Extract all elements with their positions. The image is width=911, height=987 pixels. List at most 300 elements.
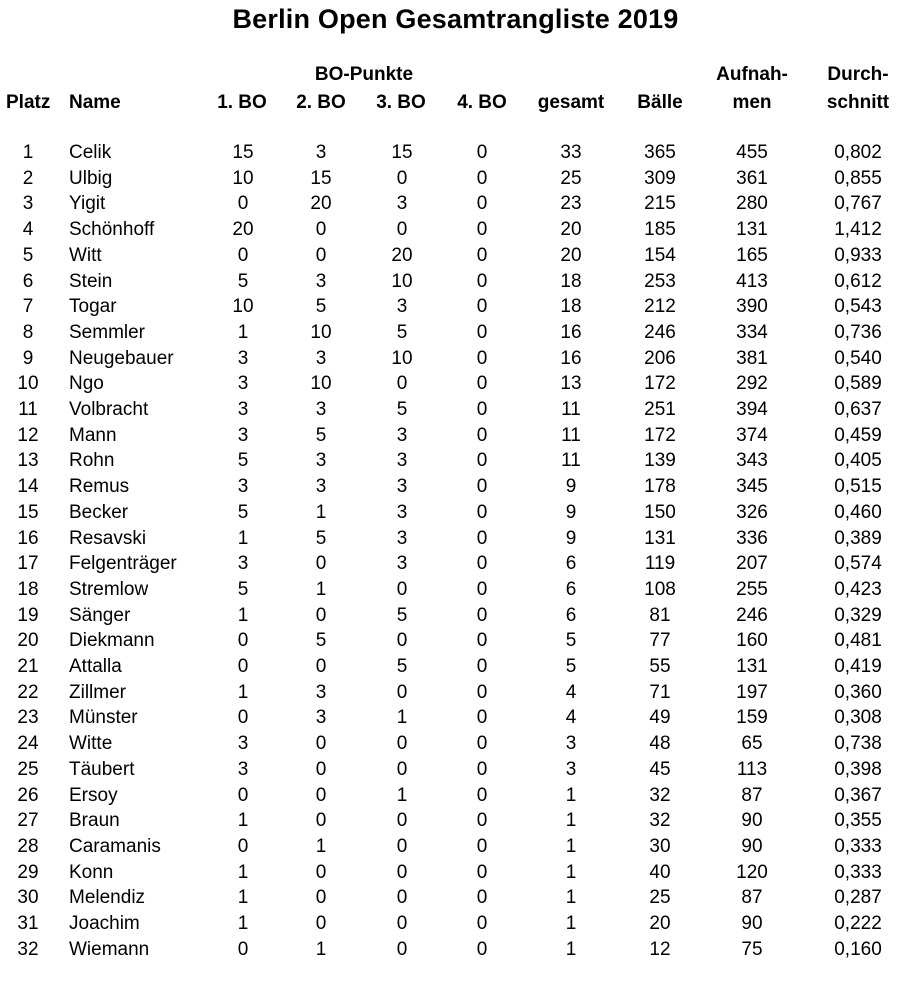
cell-platz: 11 xyxy=(18,399,38,420)
cell-bo4: 0 xyxy=(476,296,488,318)
cell-bo3: 0 xyxy=(396,681,408,703)
cell-gesamt: 33 xyxy=(560,142,582,163)
cell-gesamt: 11 xyxy=(561,450,581,472)
cell-bo2: 3 xyxy=(315,450,327,472)
cell-baelle: 25 xyxy=(649,887,671,909)
cell-bo2: 5 xyxy=(315,296,327,318)
cell-platz: 19 xyxy=(17,604,39,626)
cell-bo1: 3 xyxy=(237,399,249,420)
cell-baelle: 172 xyxy=(644,424,676,446)
cell-bo2: 5 xyxy=(315,424,327,446)
cell-aufnahmen: 345 xyxy=(736,476,768,498)
cell-durchschnitt: 0,389 xyxy=(834,527,882,549)
cell-baelle: 178 xyxy=(644,476,676,498)
cell-bo1: 0 xyxy=(237,630,249,652)
cell-platz: 32 xyxy=(17,938,39,960)
cell-aufnahmen: 159 xyxy=(736,707,768,729)
cell-gesamt: 18 xyxy=(560,270,582,292)
cell-bo1: 3 xyxy=(237,476,249,498)
cell-bo1: 3 xyxy=(237,758,249,780)
cell-bo1: 1 xyxy=(237,887,249,909)
cell-gesamt: 16 xyxy=(560,347,582,369)
cell-aufnahmen: 336 xyxy=(736,527,768,549)
cell-bo2: 1 xyxy=(315,578,327,600)
cell-aufnahmen: 131 xyxy=(736,219,768,241)
cell-baelle: 40 xyxy=(649,861,671,883)
cell-bo4: 0 xyxy=(476,604,488,626)
cell-gesamt: 11 xyxy=(561,399,581,420)
cell-name: Becker xyxy=(69,501,129,523)
cell-bo1: 1 xyxy=(237,861,249,883)
cell-durchschnitt: 0,423 xyxy=(834,578,882,600)
cell-gesamt: 5 xyxy=(565,630,577,652)
cell-platz: 20 xyxy=(17,630,39,652)
cell-aufnahmen: 113 xyxy=(736,758,768,780)
cell-bo4: 0 xyxy=(476,142,488,163)
cell-bo2: 10 xyxy=(310,373,332,395)
header-platz: Platz xyxy=(6,92,51,113)
cell-gesamt: 5 xyxy=(565,656,577,677)
header-bo2: 2. BO xyxy=(296,92,346,113)
cell-aufnahmen: 90 xyxy=(741,913,763,934)
cell-bo3: 10 xyxy=(391,270,413,292)
cell-bo3: 0 xyxy=(396,810,408,832)
cell-bo3: 1 xyxy=(396,784,408,806)
cell-aufnahmen: 455 xyxy=(736,142,768,163)
cell-aufnahmen: 381 xyxy=(736,347,768,369)
cell-bo4: 0 xyxy=(476,527,488,549)
cell-bo2: 0 xyxy=(315,656,327,677)
cell-durchschnitt: 0,460 xyxy=(834,501,882,523)
cell-name: Wiemann xyxy=(69,938,150,960)
cell-bo4: 0 xyxy=(476,399,488,420)
cell-name: Togar xyxy=(69,296,117,318)
cell-bo2: 0 xyxy=(315,219,327,241)
cell-gesamt: 20 xyxy=(560,244,582,266)
cell-bo2: 1 xyxy=(315,501,327,523)
cell-durchschnitt: 0,459 xyxy=(834,424,882,446)
cell-bo4: 0 xyxy=(476,219,488,241)
cell-bo1: 1 xyxy=(237,527,249,549)
header-aufnahmen-line2: men xyxy=(732,92,772,113)
cell-durchschnitt: 0,287 xyxy=(834,887,882,909)
cell-gesamt: 1 xyxy=(565,861,577,883)
cell-bo1: 1 xyxy=(237,321,249,343)
cell-bo2: 0 xyxy=(315,913,327,934)
cell-platz: 21 xyxy=(17,656,39,677)
header-bo4: 4. BO xyxy=(457,92,507,113)
cell-bo1: 1 xyxy=(237,913,249,934)
cell-baelle: 108 xyxy=(644,578,676,600)
cell-bo3: 3 xyxy=(396,450,408,472)
cell-bo3: 0 xyxy=(396,758,408,780)
cell-bo4: 0 xyxy=(476,501,488,523)
header-group-bo-punkte: BO-Punkte xyxy=(314,64,414,85)
cell-aufnahmen: 75 xyxy=(741,938,763,960)
cell-bo3: 0 xyxy=(396,167,408,189)
cell-bo2: 0 xyxy=(315,604,327,626)
cell-gesamt: 13 xyxy=(560,373,582,395)
cell-gesamt: 16 xyxy=(560,321,582,343)
header-durchschnitt-line1: Durch- xyxy=(827,64,889,85)
cell-durchschnitt: 0,481 xyxy=(834,630,882,652)
cell-bo4: 0 xyxy=(476,270,488,292)
cell-durchschnitt: 0,515 xyxy=(834,476,882,498)
cell-aufnahmen: 413 xyxy=(736,270,768,292)
cell-bo3: 5 xyxy=(396,604,408,626)
cell-gesamt: 6 xyxy=(565,553,577,575)
cell-gesamt: 4 xyxy=(565,707,577,729)
cell-baelle: 309 xyxy=(644,167,676,189)
cell-bo3: 10 xyxy=(391,347,413,369)
cell-platz: 24 xyxy=(17,733,39,755)
cell-bo4: 0 xyxy=(476,630,488,652)
cell-name: Celik xyxy=(69,142,112,163)
cell-gesamt: 20 xyxy=(560,219,582,241)
cell-gesamt: 1 xyxy=(565,887,577,909)
cell-name: Ulbig xyxy=(69,167,113,189)
cell-gesamt: 1 xyxy=(565,938,577,960)
cell-gesamt: 1 xyxy=(565,810,577,832)
cell-baelle: 20 xyxy=(649,913,671,934)
header-baelle: Bälle xyxy=(637,92,683,113)
cell-name: Rohn xyxy=(69,450,115,472)
cell-durchschnitt: 0,360 xyxy=(834,681,882,703)
cell-baelle: 150 xyxy=(644,501,676,523)
cell-aufnahmen: 90 xyxy=(741,810,763,832)
cell-bo4: 0 xyxy=(476,733,488,755)
cell-durchschnitt: 1,412 xyxy=(834,219,882,241)
header-bo3: 3. BO xyxy=(376,92,426,113)
cell-platz: 4 xyxy=(22,219,34,241)
cell-bo1: 1 xyxy=(237,810,249,832)
cell-name: Diekmann xyxy=(69,630,155,652)
cell-bo2: 15 xyxy=(310,167,332,189)
cell-bo4: 0 xyxy=(476,347,488,369)
cell-platz: 8 xyxy=(22,321,34,343)
cell-name: Sänger xyxy=(69,604,131,626)
cell-bo1: 3 xyxy=(237,733,249,755)
cell-name: Caramanis xyxy=(69,835,161,857)
cell-bo4: 0 xyxy=(476,681,488,703)
cell-baelle: 215 xyxy=(644,193,676,215)
cell-bo3: 0 xyxy=(396,630,408,652)
cell-bo2: 0 xyxy=(315,758,327,780)
cell-platz: 26 xyxy=(17,784,39,806)
cell-baelle: 172 xyxy=(644,373,676,395)
cell-durchschnitt: 0,419 xyxy=(834,656,882,677)
cell-durchschnitt: 0,612 xyxy=(834,270,882,292)
cell-bo4: 0 xyxy=(476,193,488,215)
cell-gesamt: 9 xyxy=(565,476,577,498)
cell-platz: 9 xyxy=(22,347,34,369)
cell-bo2: 3 xyxy=(315,142,327,163)
cell-baelle: 206 xyxy=(644,347,676,369)
cell-bo4: 0 xyxy=(476,476,488,498)
cell-bo4: 0 xyxy=(476,450,488,472)
cell-bo1: 3 xyxy=(237,424,249,446)
cell-baelle: 251 xyxy=(644,399,676,420)
cell-bo4: 0 xyxy=(476,810,488,832)
cell-aufnahmen: 131 xyxy=(736,656,768,677)
cell-aufnahmen: 90 xyxy=(741,835,763,857)
cell-baelle: 32 xyxy=(649,810,671,832)
cell-baelle: 48 xyxy=(649,733,671,755)
cell-bo1: 1 xyxy=(237,604,249,626)
cell-bo3: 5 xyxy=(396,656,408,677)
cell-bo3: 5 xyxy=(396,399,408,420)
cell-name: Münster xyxy=(69,707,138,729)
cell-bo2: 0 xyxy=(315,244,327,266)
cell-baelle: 253 xyxy=(644,270,676,292)
cell-durchschnitt: 0,540 xyxy=(834,347,882,369)
cell-bo3: 0 xyxy=(396,578,408,600)
cell-name: Witt xyxy=(69,244,102,266)
cell-durchschnitt: 0,933 xyxy=(834,244,882,266)
cell-bo1: 0 xyxy=(237,784,249,806)
cell-gesamt: 18 xyxy=(560,296,582,318)
header-bo1: 1. BO xyxy=(217,92,267,113)
cell-bo1: 15 xyxy=(232,142,254,163)
cell-bo1: 0 xyxy=(237,835,249,857)
cell-bo2: 0 xyxy=(315,733,327,755)
cell-durchschnitt: 0,398 xyxy=(834,758,882,780)
cell-aufnahmen: 343 xyxy=(736,450,768,472)
cell-aufnahmen: 65 xyxy=(741,733,763,755)
cell-bo1: 0 xyxy=(237,938,249,960)
cell-bo2: 3 xyxy=(315,270,327,292)
cell-platz: 29 xyxy=(17,861,39,883)
cell-bo2: 20 xyxy=(310,193,332,215)
cell-bo2: 0 xyxy=(315,553,327,575)
cell-platz: 17 xyxy=(17,553,39,575)
cell-bo4: 0 xyxy=(476,707,488,729)
header-durchschnitt-line2: schnitt xyxy=(826,92,890,113)
cell-durchschnitt: 0,736 xyxy=(834,321,882,343)
cell-durchschnitt: 0,543 xyxy=(834,296,882,318)
cell-baelle: 30 xyxy=(649,835,671,857)
cell-platz: 6 xyxy=(22,270,34,292)
cell-bo4: 0 xyxy=(476,861,488,883)
cell-bo4: 0 xyxy=(476,244,488,266)
cell-bo4: 0 xyxy=(476,887,488,909)
cell-durchschnitt: 0,333 xyxy=(834,835,882,857)
cell-bo3: 1 xyxy=(396,707,408,729)
cell-durchschnitt: 0,637 xyxy=(834,399,882,420)
cell-name: Yigit xyxy=(69,193,106,215)
cell-name: Konn xyxy=(69,861,114,883)
cell-bo2: 1 xyxy=(315,938,327,960)
cell-platz: 14 xyxy=(17,476,39,498)
cell-gesamt: 3 xyxy=(565,733,577,755)
cell-bo3: 3 xyxy=(396,501,408,523)
cell-platz: 15 xyxy=(17,501,39,523)
cell-bo1: 0 xyxy=(237,656,249,677)
cell-bo3: 0 xyxy=(396,733,408,755)
cell-durchschnitt: 0,802 xyxy=(834,142,882,163)
cell-bo4: 0 xyxy=(476,938,488,960)
cell-name: Ersoy xyxy=(69,784,118,806)
cell-bo2: 0 xyxy=(315,887,327,909)
cell-gesamt: 9 xyxy=(565,501,577,523)
cell-bo3: 0 xyxy=(396,835,408,857)
cell-bo3: 0 xyxy=(396,938,408,960)
cell-baelle: 77 xyxy=(649,630,671,652)
cell-gesamt: 11 xyxy=(561,424,581,446)
cell-bo3: 3 xyxy=(396,424,408,446)
cell-name: Joachim xyxy=(69,913,140,934)
cell-bo4: 0 xyxy=(476,913,488,934)
cell-name: Schönhoff xyxy=(69,219,155,241)
cell-bo4: 0 xyxy=(476,321,488,343)
cell-bo4: 0 xyxy=(476,758,488,780)
cell-aufnahmen: 246 xyxy=(736,604,768,626)
cell-bo2: 3 xyxy=(315,347,327,369)
cell-bo4: 0 xyxy=(476,784,488,806)
cell-baelle: 139 xyxy=(644,450,676,472)
cell-gesamt: 1 xyxy=(565,913,577,934)
cell-bo3: 0 xyxy=(396,861,408,883)
cell-durchschnitt: 0,855 xyxy=(834,167,882,189)
cell-bo3: 5 xyxy=(396,321,408,343)
cell-bo4: 0 xyxy=(476,578,488,600)
cell-name: Täubert xyxy=(69,758,135,780)
cell-platz: 3 xyxy=(22,193,34,215)
cell-bo3: 3 xyxy=(396,296,408,318)
cell-baelle: 131 xyxy=(644,527,676,549)
cell-name: Stein xyxy=(69,270,113,292)
cell-bo3: 0 xyxy=(396,913,408,934)
cell-bo1: 0 xyxy=(237,193,249,215)
cell-baelle: 12 xyxy=(649,938,671,960)
cell-bo1: 3 xyxy=(237,553,249,575)
cell-bo1: 3 xyxy=(237,347,249,369)
cell-bo3: 0 xyxy=(396,373,408,395)
cell-bo4: 0 xyxy=(476,656,488,677)
cell-platz: 1 xyxy=(22,142,34,163)
cell-gesamt: 23 xyxy=(560,193,582,215)
cell-bo2: 10 xyxy=(310,321,332,343)
cell-baelle: 45 xyxy=(649,758,671,780)
cell-durchschnitt: 0,355 xyxy=(834,810,882,832)
cell-gesamt: 9 xyxy=(565,527,577,549)
cell-aufnahmen: 87 xyxy=(741,887,763,909)
cell-baelle: 55 xyxy=(649,656,671,677)
cell-aufnahmen: 160 xyxy=(736,630,768,652)
cell-aufnahmen: 165 xyxy=(736,244,768,266)
cell-gesamt: 3 xyxy=(565,758,577,780)
cell-gesamt: 25 xyxy=(560,167,582,189)
cell-durchschnitt: 0,308 xyxy=(834,707,882,729)
header-aufnahmen-line1: Aufnah- xyxy=(716,64,788,85)
cell-durchschnitt: 0,160 xyxy=(834,938,882,960)
cell-aufnahmen: 374 xyxy=(736,424,768,446)
cell-name: Mann xyxy=(69,424,117,446)
cell-platz: 2 xyxy=(22,167,34,189)
cell-bo1: 1 xyxy=(237,681,249,703)
cell-name: Neugebauer xyxy=(69,347,174,369)
cell-name: Zillmer xyxy=(69,681,126,703)
cell-bo3: 3 xyxy=(396,553,408,575)
cell-durchschnitt: 0,589 xyxy=(834,373,882,395)
cell-bo2: 3 xyxy=(315,399,327,420)
cell-bo1: 10 xyxy=(232,167,254,189)
cell-gesamt: 6 xyxy=(565,578,577,600)
cell-aufnahmen: 361 xyxy=(736,167,768,189)
cell-durchschnitt: 0,367 xyxy=(834,784,882,806)
cell-durchschnitt: 0,329 xyxy=(834,604,882,626)
cell-aufnahmen: 390 xyxy=(736,296,768,318)
cell-durchschnitt: 0,333 xyxy=(834,861,882,883)
cell-platz: 25 xyxy=(17,758,39,780)
cell-platz: 12 xyxy=(17,424,39,446)
cell-bo2: 5 xyxy=(315,630,327,652)
cell-baelle: 154 xyxy=(644,244,676,266)
cell-name: Remus xyxy=(69,476,130,498)
cell-aufnahmen: 292 xyxy=(736,373,768,395)
cell-aufnahmen: 326 xyxy=(736,501,768,523)
cell-platz: 23 xyxy=(17,707,39,729)
cell-bo2: 5 xyxy=(315,527,327,549)
cell-gesamt: 1 xyxy=(565,784,577,806)
cell-bo1: 10 xyxy=(232,296,254,318)
cell-bo2: 0 xyxy=(315,810,327,832)
header-gesamt: gesamt xyxy=(537,92,605,113)
cell-bo3: 3 xyxy=(396,193,408,215)
cell-aufnahmen: 197 xyxy=(736,681,768,703)
cell-name: Volbracht xyxy=(69,399,149,420)
cell-bo4: 0 xyxy=(476,835,488,857)
cell-aufnahmen: 87 xyxy=(741,784,763,806)
cell-platz: 22 xyxy=(17,681,39,703)
cell-aufnahmen: 334 xyxy=(736,321,768,343)
cell-bo3: 3 xyxy=(396,476,408,498)
cell-platz: 5 xyxy=(22,244,34,266)
cell-bo2: 1 xyxy=(315,835,327,857)
cell-aufnahmen: 394 xyxy=(736,399,768,420)
cell-bo2: 3 xyxy=(315,707,327,729)
cell-bo1: 5 xyxy=(237,450,249,472)
cell-baelle: 365 xyxy=(644,142,676,163)
cell-gesamt: 6 xyxy=(565,604,577,626)
cell-baelle: 185 xyxy=(644,219,676,241)
cell-aufnahmen: 255 xyxy=(736,578,768,600)
cell-platz: 27 xyxy=(17,810,39,832)
cell-bo1: 0 xyxy=(237,244,249,266)
cell-bo4: 0 xyxy=(476,373,488,395)
cell-baelle: 71 xyxy=(649,681,671,703)
cell-name: Semmler xyxy=(69,321,146,343)
cell-platz: 10 xyxy=(17,373,39,395)
cell-platz: 30 xyxy=(17,887,39,909)
cell-gesamt: 1 xyxy=(565,835,577,857)
cell-baelle: 246 xyxy=(644,321,676,343)
cell-bo2: 3 xyxy=(315,681,327,703)
cell-name: Braun xyxy=(69,810,120,832)
cell-bo1: 3 xyxy=(237,373,249,395)
cell-baelle: 32 xyxy=(649,784,671,806)
cell-bo1: 0 xyxy=(237,707,249,729)
cell-platz: 16 xyxy=(17,527,39,549)
cell-baelle: 49 xyxy=(649,707,671,729)
cell-durchschnitt: 0,405 xyxy=(834,450,882,472)
cell-name: Resavski xyxy=(69,527,147,549)
cell-name: Stremlow xyxy=(69,578,149,600)
cell-durchschnitt: 0,574 xyxy=(834,553,882,575)
cell-platz: 13 xyxy=(17,450,39,472)
cell-aufnahmen: 280 xyxy=(736,193,768,215)
cell-name: Felgenträger xyxy=(69,553,177,575)
